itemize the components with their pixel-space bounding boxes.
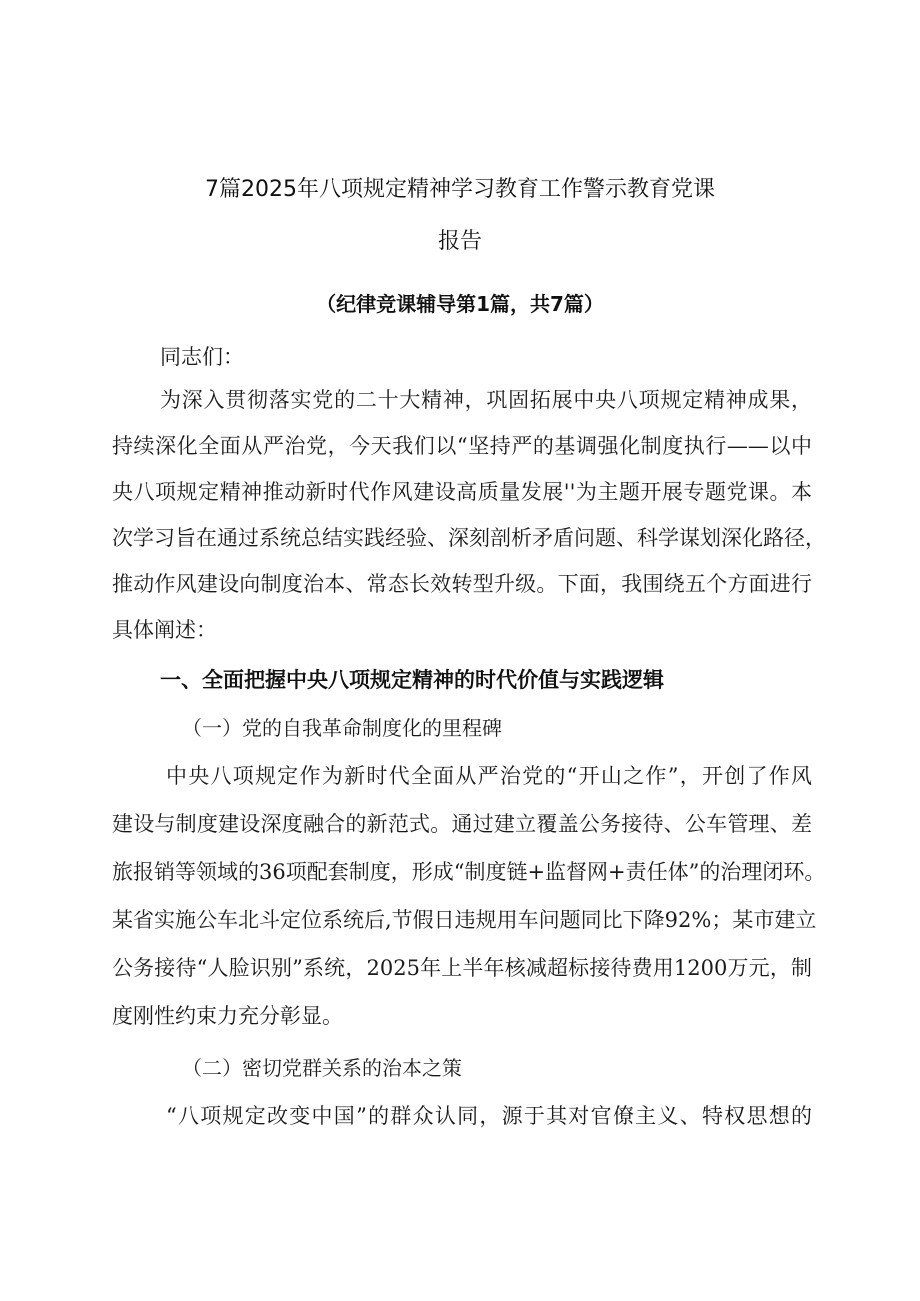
document-title-line-2: 报告 <box>437 229 482 254</box>
document-subtitle: （纪律竞课辅导第1篇，共7篇） <box>316 292 604 316</box>
intro-line-3: 央八项规定精神推动新时代作风建设高质量发展''为主题开展专题党课。本 <box>112 480 812 504</box>
sub2-line-1: “八项规定改变中国”的群众认同，源于其对官僚主义、特权思想的 <box>166 1104 812 1128</box>
document-title-line-1: 7篇2025年八项规定精神学习教育工作警示教育党课 <box>205 177 715 202</box>
subsection-title-2: （二）密切党群关系的治本之策 <box>182 1056 462 1080</box>
section-heading-1: 一、全面把握中央八项规定精神的时代价值与实践逻辑 <box>160 668 664 692</box>
sub1-line-5: 公务接待“人脸识别”系统，2025年上半年核减超标接待费用1200万元，制 <box>112 956 812 980</box>
intro-line-6: 具体阐述： <box>112 618 217 642</box>
intro-line-4: 次学习旨在通过系统总结实践经验、深刻剖析矛盾问题、科学谋划深化路径， <box>112 526 826 550</box>
subsection-title-1: （一）党的自我革命制度化的里程碑 <box>182 716 502 740</box>
greeting: 同志们： <box>160 345 244 369</box>
sub1-line-3: 旅报销等领域的36项配套制度，形成“制度链+监督网+责任体”的治理闭环。 <box>112 860 826 884</box>
sub1-line-2: 建设与制度建设深度融合的新范式。通过建立覆盖公务接待、公车管理、差 <box>112 812 812 836</box>
intro-line-5: 推动作风建设向制度治本、常态长效转型升级。下面，我围绕五个方面进行 <box>112 572 812 596</box>
intro-line-1: 为深入贯彻落实党的二十大精神，巩固拓展中央八项规定精神成果， <box>160 388 812 412</box>
sub1-line-6: 度刚性约束力充分彰显。 <box>112 1004 343 1028</box>
sub1-line-4: 某省实施公车北斗定位系统后,节假日违规用车问题同比下降92%；某市建立 <box>112 908 817 932</box>
sub1-line-1: 中央八项规定作为新时代全面从严治党的“开山之作”，开创了作风 <box>166 764 812 788</box>
intro-line-2: 持续深化全面从严治党，今天我们以“坚持严的基调强化制度执行——以中 <box>112 434 812 458</box>
